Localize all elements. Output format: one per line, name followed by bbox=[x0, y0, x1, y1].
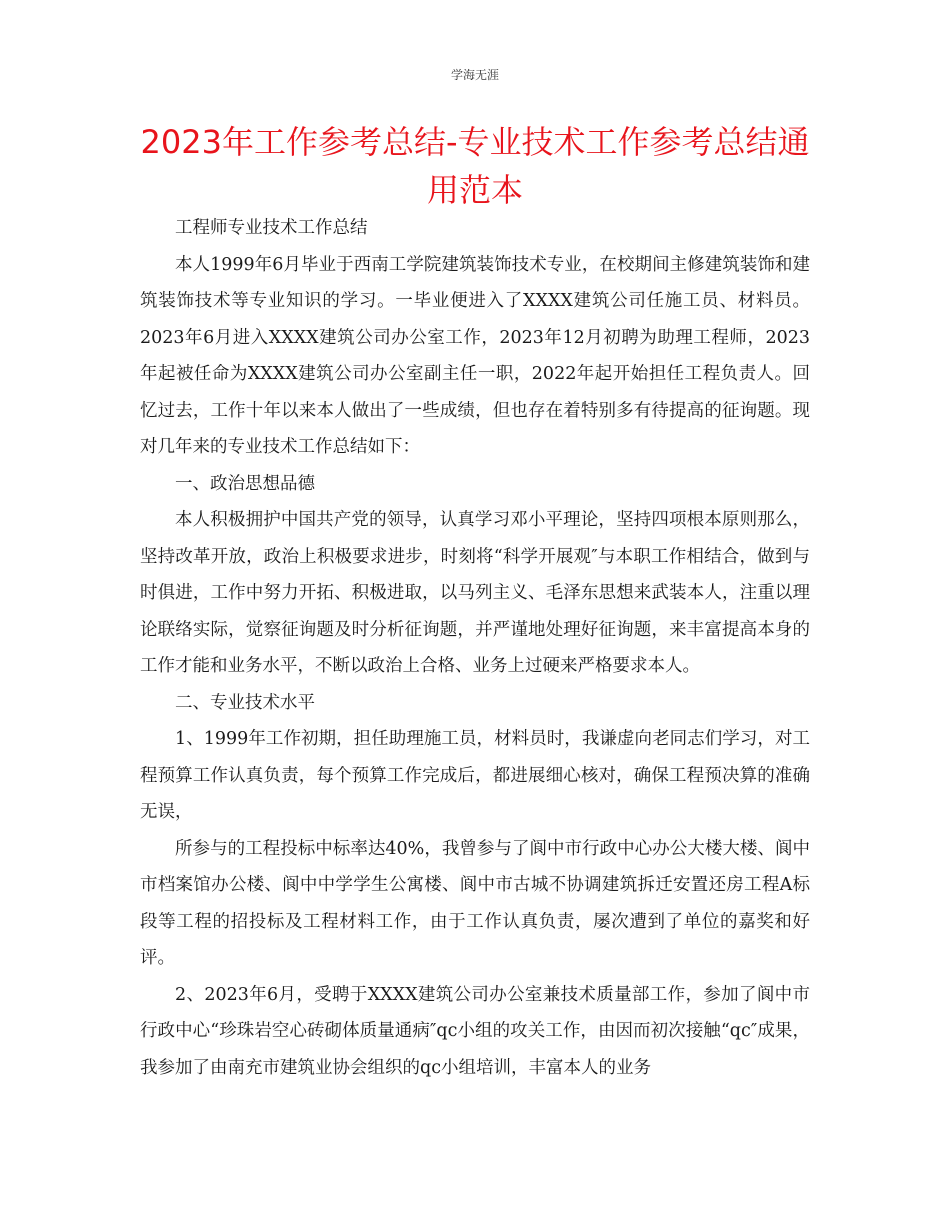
paragraph-technical-1: 1、1999年工作初期，担任助理施工员，材料员时，我谦虚向老同志们学习，对工程预算工作认真负责，每个预算工作完成后，都进展细心核对，确保工程预决算的准确无误， bbox=[140, 729, 810, 822]
section-heading-technical: 二、专业技术水平 bbox=[175, 692, 315, 713]
paragraph-intro: 本人1999年6月毕业于西南工学院建筑装饰技术专业，在校期间主修建筑装饰和建筑装饰技术等专业知识的学习。一毕业便进入了XXXX建筑公司任施工员、材料员。2023年6月进入XXXX建筑公司办公室工作，2023年12月初聘为助理工程师，2023年起被任命为XXXX建筑公司办公室副主任一职，2022年起开始担任工程负责人。回忆过去，工作十年以来本人做出了一些成绩，但也存在着特别多有待提高的征询题。现对几年来的专业技术工作总结如下： bbox=[140, 254, 810, 457]
document-title: 2023年工作参考总结-专业技术工作参考总结通用范本 bbox=[140, 123, 810, 209]
page-header-note: 学海无涯 bbox=[450, 68, 499, 82]
paragraph-technical-1b: 所参与的工程投标中标率达40%，我曾参与了阆中市行政中心办公大楼大楼、阆中市档案馆办公楼、阆中中学学生公寓楼、阆中市古城不协调建筑拆迁安置还房工程A标段等工程的招投标及工程材料工作，由于工作认真负责，屡次遭到了单位的嘉奖和好评。 bbox=[140, 838, 810, 968]
document-body bbox=[140, 210, 810, 1086]
section-heading-politics: 一、政治思想品德 bbox=[175, 473, 315, 494]
paragraph-politics: 本人积极拥护中国共产党的领导，认真学习邓小平理论，坚持四项根本原则那么，坚持改革开放，政治上积极要求进步，时刻将“科学开展观″与本职工作相结合，做到与时俱进，工作中努力开拓、积极进取，以马列主义、毛泽东思想来武装本人，注重以理论联络实际，觉察征询题及时分析征询题，并严谨地处理好征询题，来丰富提高本身的工作才能和业务水平，不断以政治上合格、业务上过硬来严格要求本人。 bbox=[140, 510, 810, 676]
section-subtitle: 工程师专业技术工作总结 bbox=[175, 218, 368, 238]
paragraph-technical-2: 2、2023年6月，受聘于XXXX建筑公司办公室兼技术质量部工作，参加了阆中市行政中心“珍珠岩空心砖砌体质量通病″qc小组的攻关工作，由因而初次接触“qc″成果，我参加了由南充市建筑业协会组织的qc小组培训，丰富本人的业务 bbox=[140, 984, 810, 1078]
